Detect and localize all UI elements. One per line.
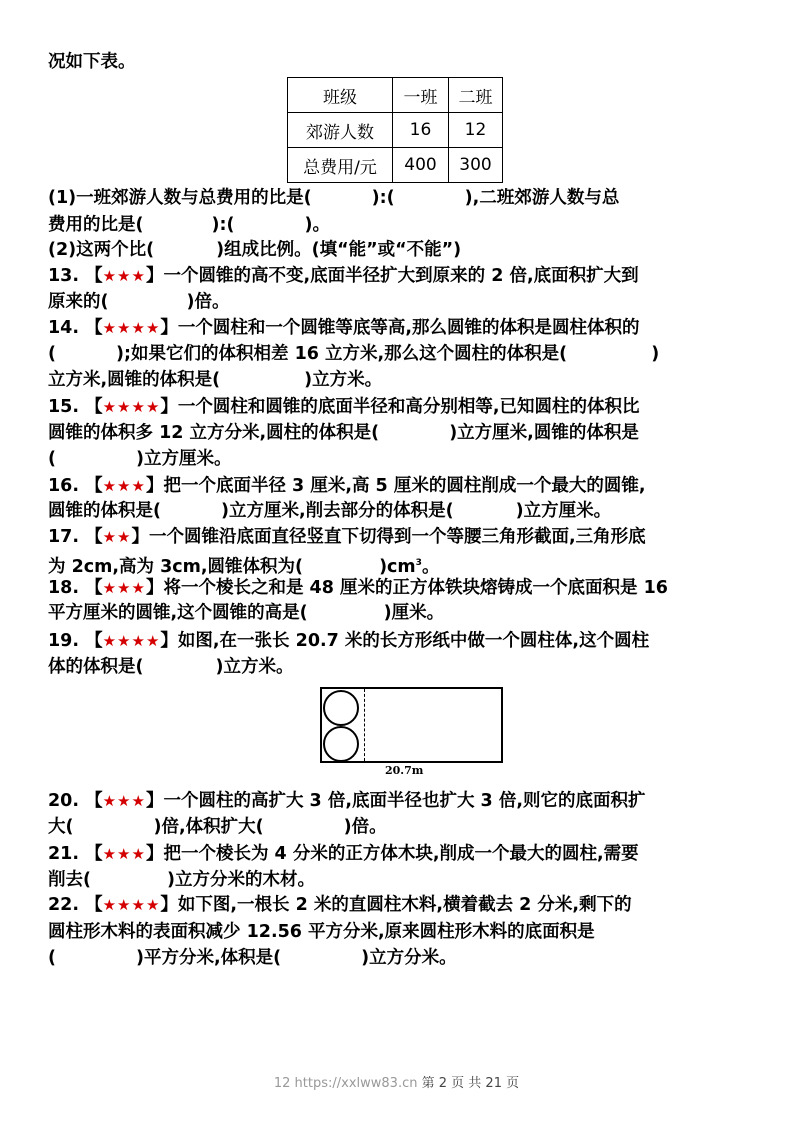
bracket: 【 bbox=[85, 527, 103, 547]
table-cell: 总费用/元 bbox=[288, 148, 393, 183]
table-cell: 12 bbox=[449, 113, 503, 148]
text: ( bbox=[48, 948, 56, 968]
text: 大( bbox=[48, 817, 74, 837]
question-19-line1 bbox=[48, 630, 649, 652]
subquestion-1-line2 bbox=[48, 214, 330, 236]
question-20-line1 bbox=[48, 790, 645, 812]
question-number: 16. bbox=[48, 476, 80, 496]
question-14-line2 bbox=[48, 343, 659, 365]
table-cell: 一班 bbox=[393, 78, 449, 113]
question-16-line2 bbox=[48, 500, 611, 522]
text: 把一个底面半径 3 厘米,高 5 厘米的圆柱削成一个最大的圆锥, bbox=[163, 476, 646, 496]
text: 把一个棱长为 4 分米的正方体木块,削成一个最大的圆柱,需要 bbox=[163, 844, 639, 864]
bracket: 【 bbox=[85, 266, 103, 286]
text: 立方米,圆锥的体积是( bbox=[48, 370, 221, 390]
bracket: 】 bbox=[145, 844, 164, 864]
bracket: 】 bbox=[145, 476, 164, 496]
question-number: 19. bbox=[48, 631, 80, 651]
question-22-line2 bbox=[48, 921, 595, 943]
question-13-line2 bbox=[48, 291, 230, 313]
figure-length-label: 20.7m bbox=[385, 764, 424, 777]
page-footer bbox=[0, 1072, 793, 1091]
bracket: 【 bbox=[85, 397, 103, 417]
text: 原来的( bbox=[48, 292, 109, 312]
question-18-line2 bbox=[48, 602, 444, 624]
table-cell: 16 bbox=[393, 113, 449, 148]
question-number: 21. bbox=[48, 844, 80, 864]
text: ),二班郊游人数与总 bbox=[464, 188, 620, 208]
difficulty-stars: ★★★ bbox=[102, 792, 146, 810]
text: )立方厘米,削去部分的体积是( bbox=[221, 501, 454, 521]
text: )立方厘米,圆锥的体积是 bbox=[449, 423, 639, 443]
text: 一个圆柱和一个圆锥等底等高,那么圆锥的体积是圆柱体积的 bbox=[177, 318, 640, 338]
question-15-line1 bbox=[48, 396, 640, 418]
text: 圆锥的体积是( bbox=[48, 501, 161, 521]
bracket: 【 bbox=[85, 578, 103, 598]
text: )倍。 bbox=[343, 817, 387, 837]
table-cell: 班级 bbox=[288, 78, 393, 113]
table-cell: 二班 bbox=[449, 78, 503, 113]
subquestion-2 bbox=[48, 239, 461, 261]
text: 。 bbox=[421, 556, 440, 577]
text: );如果它们的体积相差 16 立方米,那么这个圆柱的体积是( bbox=[116, 344, 568, 364]
paper-rectangle-figure bbox=[320, 687, 503, 763]
superscript: 3 bbox=[415, 558, 422, 568]
bracket: 】 bbox=[160, 318, 178, 338]
bracket: 【 bbox=[85, 844, 103, 864]
text: ):( bbox=[211, 215, 235, 235]
bracket: 【 bbox=[85, 631, 103, 651]
table-cell: 400 bbox=[393, 148, 449, 183]
text: 如图,在一张长 20.7 米的长方形纸中做一个圆柱体,这个圆柱 bbox=[177, 631, 650, 651]
page-number: 第 2 页 共 21 页 bbox=[421, 1076, 520, 1091]
question-number: 17. bbox=[48, 527, 80, 547]
bracket: 】 bbox=[160, 397, 178, 417]
bracket: 【 bbox=[85, 476, 103, 496]
question-21-line1 bbox=[48, 843, 639, 865]
question-13-line1 bbox=[48, 265, 639, 287]
question-14-line1 bbox=[48, 317, 640, 339]
difficulty-stars: ★★★ bbox=[102, 845, 146, 863]
text: 体的体积是( bbox=[48, 657, 144, 677]
text: ):( bbox=[371, 188, 395, 208]
text: (1)一班郊游人数与总费用的比是( bbox=[48, 188, 312, 208]
watermark-url: 12 https://xxlww83.cn bbox=[273, 1076, 418, 1091]
text: 圆柱形木料的表面积减少 12.56 平方分米,原来圆柱形木料的底面积是 bbox=[48, 922, 595, 942]
question-20-line2 bbox=[48, 816, 387, 838]
bracket: 】 bbox=[145, 578, 164, 598]
cylinder-base-circle-top bbox=[323, 690, 359, 726]
text: ( bbox=[48, 449, 56, 469]
text: )立方分米的木材。 bbox=[167, 870, 315, 890]
question-number: 22. bbox=[48, 895, 80, 915]
bracket: 】 bbox=[145, 266, 164, 286]
text: 为 2cm,高为 3cm,圆锥体积为( bbox=[48, 556, 304, 577]
question-17-line1 bbox=[48, 526, 646, 548]
text: )立方米。 bbox=[215, 657, 294, 677]
text: )厘米。 bbox=[383, 603, 445, 623]
text: ) bbox=[651, 344, 660, 364]
text: 平方厘米的圆锥,这个圆锥的高是( bbox=[48, 603, 308, 623]
difficulty-stars: ★★★ bbox=[102, 267, 146, 285]
table-row bbox=[288, 78, 503, 113]
text: )组成比例。(填“能”或“不能”) bbox=[216, 240, 462, 260]
text: )立方分米。 bbox=[361, 948, 457, 968]
table-row bbox=[288, 113, 503, 148]
bracket: 【 bbox=[85, 791, 103, 811]
text: )立方厘米。 bbox=[515, 501, 612, 521]
question-22-line3 bbox=[48, 947, 457, 969]
text: 将一个棱长之和是 48 厘米的正方体铁块熔铸成一个底面积是 16 bbox=[163, 578, 668, 598]
intro-text: 况如下表。 bbox=[48, 52, 136, 72]
bracket: 】 bbox=[145, 791, 164, 811]
difficulty-stars: ★★★ bbox=[102, 477, 146, 495]
question-15-line3 bbox=[48, 448, 232, 470]
text: 一个圆锥的高不变,底面半径扩大到原来的 2 倍,底面积扩大到 bbox=[163, 266, 639, 286]
difficulty-stars: ★★ bbox=[102, 528, 132, 546]
bracket: 】 bbox=[160, 895, 178, 915]
question-number: 14. bbox=[48, 318, 80, 338]
text: 削去( bbox=[48, 870, 91, 890]
bracket: 【 bbox=[85, 318, 103, 338]
text: )立方厘米。 bbox=[136, 449, 232, 469]
difficulty-stars: ★★★★ bbox=[102, 319, 161, 337]
question-21-line2 bbox=[48, 869, 315, 891]
difficulty-stars: ★★★ bbox=[102, 579, 146, 597]
class-trip-table bbox=[287, 77, 503, 183]
question-15-line2 bbox=[48, 422, 639, 444]
bracket: 【 bbox=[85, 895, 103, 915]
text: )倍。 bbox=[186, 292, 230, 312]
text: )。 bbox=[304, 215, 330, 235]
question-number: 18. bbox=[48, 578, 80, 598]
question-22-line1 bbox=[48, 894, 632, 916]
question-19-line2 bbox=[48, 656, 294, 678]
text: 一个圆锥沿底面直径竖直下切得到一个等腰三角形截面,三角形底 bbox=[149, 527, 646, 547]
table-row bbox=[288, 148, 503, 183]
text: )立方米。 bbox=[304, 370, 383, 390]
text: 一个圆柱和圆锥的底面半径和高分别相等,已知圆柱的体积比 bbox=[177, 397, 640, 417]
question-18-line1 bbox=[48, 577, 668, 599]
text: )平方分米,体积是( bbox=[136, 948, 282, 968]
dashed-divider bbox=[364, 689, 365, 761]
text: )倍,体积扩大( bbox=[153, 817, 264, 837]
bracket: 】 bbox=[131, 527, 150, 547]
text: 圆锥的体积多 12 立方分米,圆柱的体积是( bbox=[48, 423, 380, 443]
question-number: 20. bbox=[48, 791, 80, 811]
bracket: 】 bbox=[160, 631, 178, 651]
text: ( bbox=[48, 344, 56, 364]
table-cell: 300 bbox=[449, 148, 503, 183]
text: 一个圆柱的高扩大 3 倍,底面半径也扩大 3 倍,则它的底面积扩 bbox=[163, 791, 646, 811]
subquestion-1-line1 bbox=[48, 187, 619, 209]
question-number: 13. bbox=[48, 266, 80, 286]
question-17-line2 bbox=[48, 552, 439, 578]
text: )cm bbox=[379, 556, 416, 577]
table-cell: 郊游人数 bbox=[288, 113, 393, 148]
difficulty-stars: ★★★★ bbox=[102, 632, 161, 650]
text: 如下图,一根长 2 米的直圆柱木料,横着截去 2 分米,剩下的 bbox=[177, 895, 632, 915]
text: 费用的比是( bbox=[48, 215, 144, 235]
text: (2)这两个比( bbox=[48, 240, 155, 260]
cylinder-base-circle-bottom bbox=[323, 726, 359, 762]
question-number: 15. bbox=[48, 397, 80, 417]
question-14-line3 bbox=[48, 369, 382, 391]
question-16-line1 bbox=[48, 475, 645, 497]
difficulty-stars: ★★★★ bbox=[102, 896, 161, 914]
difficulty-stars: ★★★★ bbox=[102, 398, 161, 416]
